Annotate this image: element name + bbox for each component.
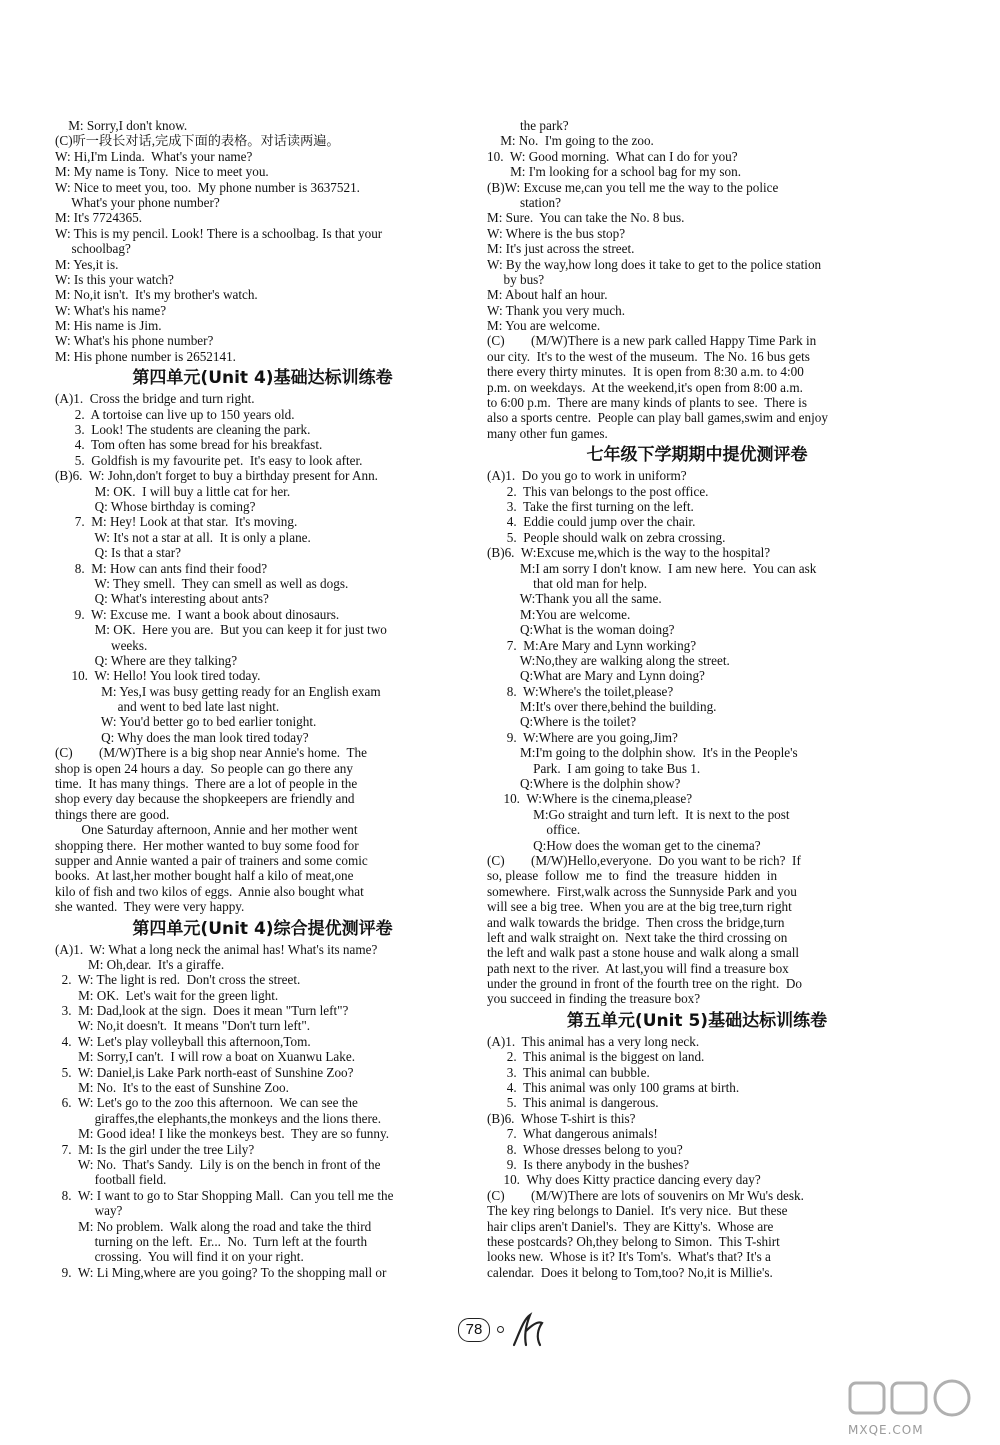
- page-dot-icon: [497, 1326, 504, 1333]
- text-line: p.m. on weekdays. At the weekend,it's open from 8:00 a.m.: [487, 379, 803, 395]
- text-line: shopping there. Her mother wanted to buy some food for: [55, 837, 359, 853]
- text-line: M: It's just across the street.: [487, 241, 635, 257]
- text-line: Q: Whose birthday is coming?: [55, 498, 256, 514]
- section-heading: 第五单元(Unit 5)基础达标训练卷: [566, 1010, 828, 1031]
- page-number: 78: [458, 1318, 490, 1342]
- text-line: Q:How does the woman get to the cinema?: [487, 837, 761, 853]
- text-line: and walk towards the bridge. Then cross the bridge,turn: [487, 914, 785, 930]
- text-line: Q: Why does the man look tired today?: [55, 729, 309, 745]
- text-line: W: It's not a star at all. It is only a plane.: [55, 529, 311, 545]
- text-line: (B)6. W:Excuse me,which is the way to the hospital?: [487, 545, 771, 561]
- text-line: (C) (M/W)Hello,everyone. Do you want to be rich? If: [487, 852, 801, 868]
- text-line: M: I'm looking for a school bag for my son.: [487, 164, 742, 180]
- text-line: and went to bed late last night.: [55, 699, 280, 715]
- text-line: One Saturday afternoon, Annie and her mother went: [55, 822, 358, 838]
- text-line: (B)W: Excuse me,can you tell me the way to the police: [487, 179, 779, 195]
- section-heading: 七年级下学期期中提优测评卷: [586, 445, 808, 466]
- text-line: so, please follow me to find the treasure hidden in: [487, 868, 778, 884]
- text-line: 7. M: Hey! Look at that star. It's moving.: [55, 514, 298, 530]
- text-line: (A)1. Cross the bridge and turn right.: [55, 391, 255, 407]
- text-line: Q: What's interesting about ants?: [55, 591, 269, 607]
- text-line: 10. W: Hello! You look tired today.: [55, 668, 261, 684]
- text-line: supper and Annie wanted a pair of trainers and some comic: [55, 852, 368, 868]
- text-line: also a sports centre. People can play ball games,swim and enjoy: [487, 410, 828, 426]
- watermark: [800, 1375, 1000, 1445]
- text-line: by bus?: [487, 271, 545, 287]
- text-line: M: My name is Tony. Nice to meet you.: [55, 164, 269, 180]
- text-line: 8. W: I want to go to Star Shopping Mall. Can you tell me the: [55, 1187, 394, 1203]
- text-line: M:You are welcome.: [487, 606, 631, 622]
- text-line: hair clips aren't Daniel's. They are Kitty's. Whose are: [487, 1218, 774, 1234]
- text-line: 4. Tom often has some bread for his breakfast.: [55, 437, 323, 453]
- left-column: [55, 118, 470, 1280]
- answer-logo-icon: [800, 1375, 1000, 1425]
- text-line: W: By the way,how long does it take to get to the police station: [487, 256, 822, 272]
- text-line: (C) (M/W)There is a new park called Happy Time Park in: [487, 333, 817, 349]
- text-line: schoolbag?: [55, 241, 131, 257]
- text-line: 7. M:Are Mary and Lynn working?: [487, 637, 697, 653]
- right-column: [487, 118, 907, 1280]
- text-line: you succeed in finding the treasure box?: [487, 991, 701, 1007]
- text-line: (A)1. W: What a long neck the animal has! What's its name?: [55, 941, 378, 957]
- text-line: the park?: [487, 118, 569, 133]
- text-line: M: No problem. Walk along the road and take the third: [55, 1218, 372, 1234]
- text-line: 9. W: Excuse me. I want a book about dinosaurs.: [55, 606, 340, 622]
- text-line: under the ground in front of the fourth tree on the right. Do: [487, 976, 802, 992]
- text-line: the left and walk past a stone house and walk along a small: [487, 945, 800, 961]
- text-line: W:Thank you all the same.: [487, 591, 662, 607]
- text-line: 4. This animal was only 100 grams at birth.: [487, 1080, 740, 1096]
- text-line: 2. This animal is the biggest on land.: [487, 1049, 705, 1065]
- text-line: M: Sorry,I don't know.: [55, 118, 188, 133]
- text-line: W: What's his name?: [55, 302, 167, 318]
- text-line: M: No. I'm going to the zoo.: [487, 133, 654, 149]
- text-line: M: OK. Here you are. But you can keep it for just two: [55, 622, 387, 638]
- decorative-swirl-icon: [510, 1311, 546, 1349]
- text-line: 5. Goldfish is my favourite pet. It's easy to look after.: [55, 452, 363, 468]
- watermark-text: MXQE.COM: [848, 1423, 924, 1437]
- text-line: 4. W: Let's play volleyball this afternoon,Tom.: [55, 1033, 311, 1049]
- text-line: W: Where is the bus stop?: [487, 225, 626, 241]
- text-line: office.: [487, 822, 581, 838]
- text-line: 10. W: Good morning. What can I do for you?: [487, 148, 738, 164]
- text-line: 7. M: Is the girl under the tree Lily?: [55, 1141, 255, 1157]
- text-line: M: About half an hour.: [487, 287, 608, 303]
- text-line: weeks.: [55, 637, 148, 653]
- page-footer: [455, 1311, 545, 1351]
- text-line: these postcards? Oh,they belong to Simon. This T-shirt: [487, 1233, 780, 1249]
- text-line: 3. M: Dad,look at the sign. Does it mean "Turn left"?: [55, 1003, 349, 1019]
- text-line: M: OK. I will buy a little cat for her.: [55, 483, 291, 499]
- text-line: turning on the left. Er... No. Turn left at the fourth: [55, 1233, 368, 1249]
- text-line: shop is open 24 hours a day. So people can go there any: [55, 760, 353, 776]
- section-heading: 第四单元(Unit 4)综合提优测评卷: [132, 918, 393, 939]
- text-line: M: Oh,dear. It's a giraffe.: [55, 956, 225, 972]
- text-line: M:I'm going to the dolphin show. It's in the People's: [487, 745, 798, 761]
- text-line: (C) (M/W)There are lots of souvenirs on Mr Wu's desk.: [487, 1187, 804, 1203]
- text-line: things there are good.: [55, 806, 170, 822]
- text-line: M:Go straight and turn left. It is next to the post: [487, 806, 790, 822]
- text-line: M: OK. Let's wait for the green light.: [55, 987, 279, 1003]
- text-line: M: Good idea! I like the monkeys best. They are so funny.: [55, 1126, 390, 1142]
- text-line: Q: Where are they talking?: [55, 652, 238, 668]
- text-line: W: Hi,I'm Linda. What's your name?: [55, 148, 253, 164]
- text-line: time. It has many things. There are a lot of people in the: [55, 776, 358, 792]
- text-line: M: No,it isn't. It's my brother's watch.: [55, 287, 258, 303]
- text-line: M: No. It's to the east of Sunshine Zoo.: [55, 1080, 289, 1096]
- text-line: M: Yes,it is.: [55, 256, 119, 272]
- text-line: left and walk straight on. Next take the third crossing on: [487, 929, 788, 945]
- text-line: W: They smell. They can smell as well as dogs.: [55, 575, 349, 591]
- text-line: calendar. Does it belong to Tom,too? No,it is Millie's.: [487, 1264, 773, 1280]
- text-line: Q: Is that a star?: [55, 545, 181, 561]
- text-line: 6. W: Let's go to the zoo this afternoon. We can see the: [55, 1095, 358, 1111]
- text-line: (A)1. Do you go to work in uniform?: [487, 468, 687, 484]
- text-line: (B)6. W: John,don't forget to buy a birthday present for Ann.: [55, 468, 378, 484]
- text-line: Q:What is the woman doing?: [487, 622, 675, 638]
- text-line: M: Sorry,I can't. I will row a boat on Xuanwu Lake.: [55, 1049, 356, 1065]
- text-line: somewhere. First,walk across the Sunnyside Park and you: [487, 883, 797, 899]
- text-line: M: Sure. You can take the No. 8 bus.: [487, 210, 685, 226]
- text-line: 4. Eddie could jump over the chair.: [487, 514, 696, 530]
- text-line: books. At last,her mother bought half a kilo of meat,one: [55, 868, 354, 884]
- text-line: W:No,they are walking along the street.: [487, 652, 730, 668]
- text-line: station?: [487, 194, 561, 210]
- text-line: M: Yes,I was busy getting ready for an English exam: [55, 683, 381, 699]
- text-line: (C) (M/W)There is a big shop near Annie's home. The: [55, 745, 367, 761]
- text-line: What's your phone number?: [55, 194, 220, 210]
- text-line: M: It's 7724365.: [55, 210, 143, 226]
- text-line: shop every day because the shopkeepers are friendly and: [55, 791, 355, 807]
- text-line: there every thirty minutes. It is open from 8:30 a.m. to 4:00: [487, 364, 804, 380]
- text-line: Park. I am going to take Bus 1.: [487, 760, 701, 776]
- text-line: 2. W: The light is red. Don't cross the street.: [55, 972, 301, 988]
- text-line: The key ring belongs to Daniel. It's very nice. But these: [487, 1203, 788, 1219]
- text-line: 5. This animal is dangerous.: [487, 1095, 659, 1111]
- text-line: way?: [55, 1203, 123, 1219]
- text-line: M: You are welcome.: [487, 318, 601, 334]
- text-line: 3. This animal can bubble.: [487, 1064, 650, 1080]
- text-line: many other fun games.: [487, 425, 608, 441]
- text-line: (B)6. Whose T-shirt is this?: [487, 1110, 636, 1126]
- text-line: W: What's his phone number?: [55, 333, 214, 349]
- text-line: 3. Take the first turning on the left.: [487, 498, 694, 514]
- text-line: 10. Why does Kitty practice dancing every day?: [487, 1172, 761, 1188]
- text-line: W: Thank you very much.: [487, 302, 626, 318]
- text-line: W: No,it doesn't. It means "Don't turn left".: [55, 1018, 311, 1034]
- text-line: to 6:00 p.m. There are many kinds of plants to see. There is: [487, 395, 807, 411]
- text-line: 7. What dangerous animals!: [487, 1126, 658, 1142]
- text-line: (A)1. This animal has a very long neck.: [487, 1033, 700, 1049]
- text-line: W: Nice to meet you, too. My phone number is 3637521.: [55, 179, 360, 195]
- text-line: 9. W: Li Ming,where are you going? To the shopping mall or: [55, 1264, 387, 1280]
- text-line: W: No. That's Sandy. Lily is on the bench in front of the: [55, 1157, 381, 1172]
- text-line: 9. Is there anybody in the bushes?: [487, 1157, 690, 1172]
- text-line: our city. It's to the west of the museum. The No. 16 bus gets: [487, 348, 810, 364]
- text-line: football field.: [55, 1172, 167, 1188]
- text-line: W: Is this your watch?: [55, 271, 174, 287]
- text-line: 5. People should walk on zebra crossing.: [487, 529, 726, 545]
- text-line: 8. Whose dresses belong to you?: [487, 1141, 683, 1157]
- text-line: 2. This van belongs to the post office.: [487, 483, 709, 499]
- text-line: Q:What are Mary and Lynn doing?: [487, 668, 705, 684]
- text-line: crossing. You will find it on your right.: [55, 1249, 304, 1265]
- text-line: 8. W:Where's the toilet,please?: [487, 683, 674, 699]
- text-line: 5. W: Daniel,is Lake Park north-east of Sunshine Zoo?: [55, 1064, 354, 1080]
- text-line: kilo of fish and two kilos of eggs. Annie also bought what: [55, 883, 364, 899]
- text-line: W: This is my pencil. Look! There is a schoolbag. Is that your: [55, 225, 383, 241]
- text-line: M: His phone number is 2652141.: [55, 348, 236, 364]
- text-line: M:I am sorry I don't know. I am new here. You can ask: [487, 560, 817, 576]
- text-line: looks new. Whose is it? It's Tom's. What's that? It's a: [487, 1249, 771, 1265]
- text-line: 10. W:Where is the cinema,please?: [487, 791, 693, 807]
- text-line: she wanted. They were very happy.: [55, 899, 245, 915]
- text-line: 2. A tortoise can live up to 150 years old.: [55, 406, 295, 422]
- text-line: M: His name is Jim.: [55, 318, 162, 334]
- text-line: Q:Where is the dolphin show?: [487, 776, 681, 792]
- text-line: 3. Look! The students are cleaning the park.: [55, 422, 311, 438]
- section-heading: 第四单元(Unit 4)基础达标训练卷: [132, 368, 393, 389]
- text-line: that old man for help.: [487, 575, 648, 591]
- text-line: path next to the river. At last,you will find a treasure box: [487, 960, 789, 976]
- text-line: giraffes,the elephants,the monkeys and the lions there.: [55, 1110, 382, 1126]
- text-line: Q:Where is the toilet?: [487, 714, 637, 730]
- text-line: will see a big tree. When you are at the big tree,turn right: [487, 899, 792, 915]
- text-line: (C)听一段长对话,完成下面的表格。对话读两遍。: [55, 133, 340, 149]
- text-line: W: You'd better go to bed earlier tonight.: [55, 714, 317, 730]
- text-line: 9. W:Where are you going,Jim?: [487, 729, 678, 745]
- text-line: 8. M: How can ants find their food?: [55, 560, 268, 576]
- text-line: M:It's over there,behind the building.: [487, 699, 717, 715]
